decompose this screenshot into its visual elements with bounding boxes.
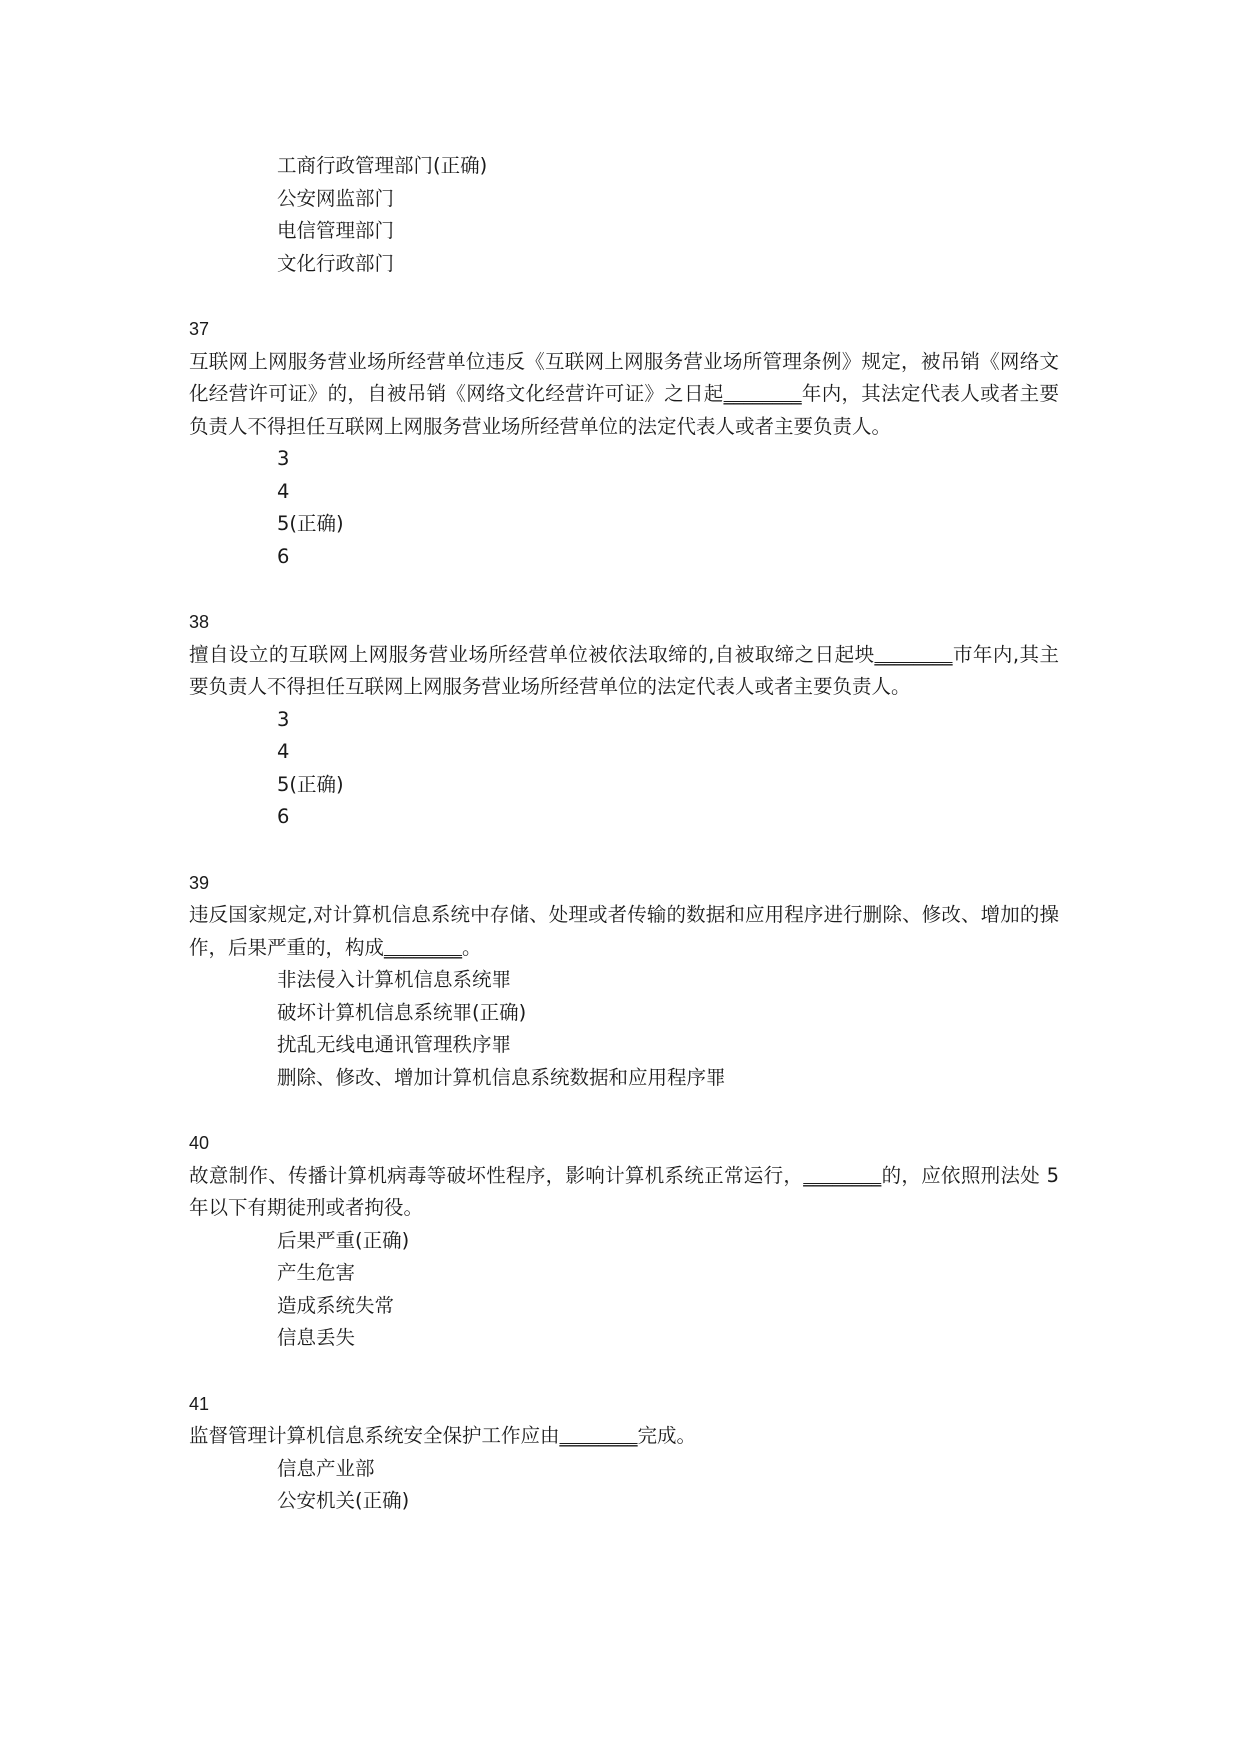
option: 5(正确) <box>277 772 344 796</box>
document-page <box>189 150 1059 1518</box>
question-number: 37 <box>189 319 210 339</box>
question-text-after: 的，应依照刑法处 5 年以下有期徒刑或者拘役。 <box>189 1163 1059 1219</box>
question-text <box>189 639 1059 704</box>
option: 非法侵入计算机信息系统罪 <box>277 968 512 991</box>
question-37 <box>189 313 1059 573</box>
question-number: 39 <box>189 872 210 893</box>
question-text-after: 完成。 <box>637 1424 697 1447</box>
option: 文化行政部门 <box>277 251 395 275</box>
question-text-after: 巿年内,其主要负责人不得担任互联网上网服务营业场所经营单位的法定代表人或者主要负责人。 <box>189 642 1059 698</box>
question-text <box>189 346 1059 444</box>
option: 3 <box>277 447 290 470</box>
question-text <box>189 1160 1059 1225</box>
option: 造成系统失常 <box>277 1293 395 1317</box>
question-number: 40 <box>189 1133 210 1153</box>
question-text-before: 故意制作、传播计算机病毒等破坏性程序，影响计算机系统正常运行， <box>189 1163 804 1187</box>
question-text-before: 监督管理计算机信息系统安全保护工作应由 <box>189 1424 560 1447</box>
answer-blank: ________ <box>803 1163 882 1187</box>
question-number: 38 <box>189 612 210 632</box>
question-39 <box>189 867 1059 1095</box>
question-41 <box>189 1388 1059 1518</box>
option: 6 <box>277 544 290 568</box>
answer-blank: ________ <box>723 382 802 405</box>
option: 扰乱无线电通讯管理秩序罪 <box>277 1033 512 1056</box>
option: 4 <box>277 740 290 763</box>
question-text <box>189 1420 1059 1453</box>
question-text-after: 年内，其法定代表人或者主要负责人不得担任互联网上网服务营业场所经营单位的法定代表人或者主要负责人。 <box>189 382 1059 438</box>
question-40 <box>189 1127 1059 1355</box>
option: 6 <box>277 805 290 828</box>
question-text <box>189 899 1059 964</box>
answer-blank: ________ <box>559 1424 638 1447</box>
answer-blank: ________ <box>874 642 953 666</box>
question-text-after: 。 <box>462 935 482 959</box>
option: 工商行政管理部门(正确) <box>277 154 488 177</box>
option: 删除、修改、增加计算机信息系统数据和应用程序罪 <box>277 1065 726 1089</box>
question-text-before: 违反国家规定,对计算机信息系统中存储、处理或者传输的数据和应用程序进行删除、修改、增加的操作，后果严重的，构成 <box>189 903 1059 959</box>
question-38 <box>189 606 1059 834</box>
option: 信息丢失 <box>277 1326 356 1349</box>
option: 信息产业部 <box>277 1456 375 1480</box>
option: 公安机关(正确) <box>277 1489 410 1512</box>
option: 破坏计算机信息系统罪(正确) <box>277 1000 527 1024</box>
option: 后果严重(正确) <box>277 1228 410 1252</box>
lead-options <box>189 150 1059 280</box>
option: 公安网监部门 <box>277 186 395 210</box>
option: 产生危害 <box>277 1261 356 1284</box>
question-text-before: 擅自设立的互联网上网服务营业场所经营单位被依法取缔的,自被取缔之日起坱 <box>189 642 875 666</box>
option: 电信管理部门 <box>277 219 395 242</box>
option: 4 <box>277 479 290 503</box>
option: 5(正确) <box>277 512 344 535</box>
option: 3 <box>277 707 290 731</box>
answer-blank: ________ <box>384 935 463 959</box>
question-number: 41 <box>189 1393 210 1414</box>
question-text-before: 互联网上网服务营业场所经营单位违反《互联网上网服务营业场所管理条例》规定，被吊销《网络文化经营许可证》的，自被吊销《网络文化经营许可证》之日起 <box>189 349 1059 405</box>
